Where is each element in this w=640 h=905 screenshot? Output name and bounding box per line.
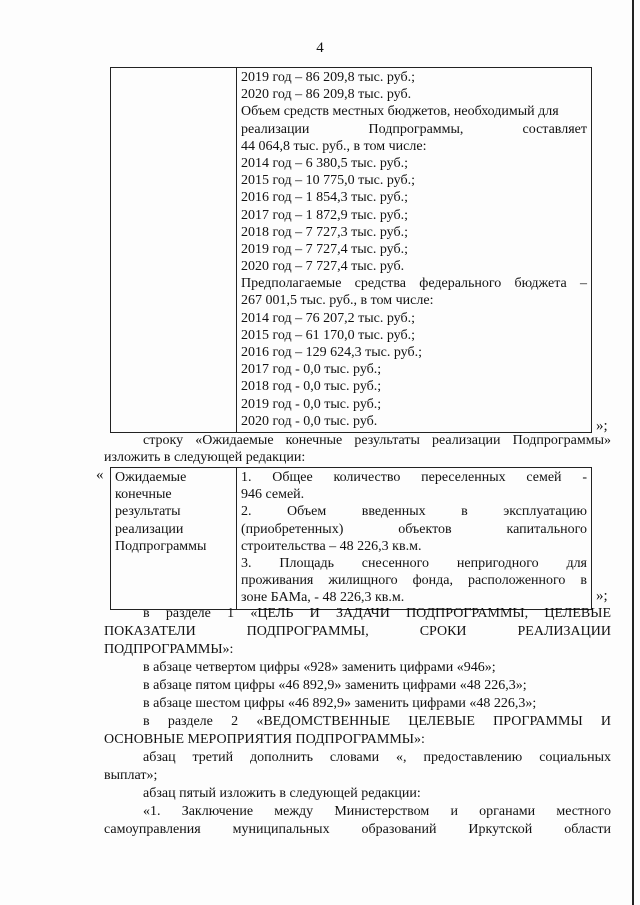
closing-quote-mark: »; <box>596 418 608 434</box>
funding-line: 2020 год – 86 209,8 тыс. руб. <box>241 87 412 103</box>
page-edge-line <box>632 0 634 905</box>
funding-line: 2017 год - 0,0 тыс. руб.; <box>241 362 382 378</box>
funding-value-cell <box>237 68 592 433</box>
body-line: абзац третий дополнить словами «, предоставлению социальных <box>143 750 611 765</box>
body-line: в абзаце пятом цифры «46 892,9» заменить цифрами «48 226,3»; <box>143 678 527 693</box>
body-line: выплат»; <box>104 768 158 783</box>
intro-line: изложить в следующей редакции: <box>104 450 306 465</box>
funding-table <box>110 67 592 433</box>
results-value-line: зоне БАМа, - 48 226,3 кв.м. <box>241 590 405 606</box>
funding-line: Предполагаемые средства федерального бюджета – <box>241 276 587 292</box>
funding-line: 2020 год - 0,0 тыс. руб. <box>241 413 378 429</box>
funding-line: реализации Подпрограммы, составляет <box>241 121 587 137</box>
funding-line: 44 064,8 тыс. руб., в том числе: <box>241 138 427 154</box>
funding-line: 2015 год – 10 775,0 тыс. руб.; <box>241 173 415 189</box>
funding-line: 2016 год – 129 624,3 тыс. руб.; <box>241 345 422 360</box>
results-label-line: Подпрограммы <box>115 538 207 554</box>
funding-line: 267 001,5 тыс. руб., в том числе: <box>241 293 434 309</box>
funding-line: 2014 год – 6 380,5 тыс. руб.; <box>241 155 408 171</box>
intro-line: строку «Ожидаемые конечные результаты реализации Подпрограммы» <box>143 433 611 448</box>
results-label-cell <box>111 468 237 610</box>
body-line: ОСНОВНЫЕ МЕРОПРИЯТИЯ ПОДПРОГРАММЫ»: <box>104 732 425 747</box>
body-line: ПОКАЗАТЕЛИ ПОДПРОГРАММЫ, СРОКИ РЕАЛИЗАЦИИ <box>104 624 611 639</box>
funding-line: Объем средств местных бюджетов, необходимый для <box>241 104 559 120</box>
results-label-line: результаты <box>115 504 181 520</box>
opening-quote-mark: « <box>96 467 104 483</box>
funding-line: 2018 год – 7 727,3 тыс. руб.; <box>241 224 408 240</box>
body-line: в разделе 2 «ВЕДОМСТВЕННЫЕ ЦЕЛЕВЫЕ ПРОГРАММЫ И <box>143 714 611 729</box>
funding-label-cell <box>111 68 237 433</box>
body-line: абзац пятый изложить в следующей редакции: <box>143 786 421 801</box>
results-value-line: проживания жилищного фонда, расположенного в <box>241 573 587 589</box>
results-value-line: 3. Площадь снесенного непригодного для <box>241 555 587 571</box>
results-label-line: конечные <box>115 487 172 503</box>
funding-line: 2015 год – 61 170,0 тыс. руб.; <box>241 327 415 343</box>
results-value-line: 1. Общее количество переселенных семей - <box>241 470 587 485</box>
body-line: в разделе 1 «ЦЕЛЬ И ЗАДАЧИ ПОДПРОГРАММЫ, ЦЕЛЕВЫЕ <box>143 606 611 621</box>
results-value-line: 946 семей. <box>241 487 305 503</box>
funding-line: 2019 год - 0,0 тыс. руб.; <box>241 396 382 412</box>
body-line: в абзаце четвертом цифры «928» заменить цифрами «946»; <box>143 660 496 675</box>
funding-line: 2019 год – 86 209,8 тыс. руб.; <box>241 70 415 85</box>
funding-line: 2017 год – 1 872,9 тыс. руб.; <box>241 207 408 223</box>
funding-line: 2018 год - 0,0 тыс. руб.; <box>241 379 382 395</box>
results-value-line: строительства – 48 226,3 кв.м. <box>241 538 422 554</box>
funding-line: 2019 год – 7 727,4 тыс. руб.; <box>241 241 408 257</box>
body-line: в абзаце шестом цифры «46 892,9» заменить цифрами «48 226,3»; <box>143 696 537 711</box>
results-value-line: (приобретенных) объектов капитального <box>241 521 587 537</box>
results-value-cell <box>237 468 592 610</box>
funding-line: 2020 год – 7 727,4 тыс. руб. <box>241 259 405 275</box>
body-line: ПОДПРОГРАММЫ»: <box>104 642 234 657</box>
funding-line: 2014 год – 76 207,2 тыс. руб.; <box>241 310 415 326</box>
closing-quote-mark: »; <box>596 588 608 604</box>
body-line: самоуправления муниципальных образований Иркутской области <box>104 822 611 837</box>
body-line: «1. Заключение между Министерством и органами местного <box>143 804 611 819</box>
results-label-line: Ожидаемые <box>115 470 187 485</box>
results-table <box>110 467 592 610</box>
results-label-line: реализации <box>115 521 184 537</box>
results-value-line: 2. Объем введенных в эксплуатацию <box>241 504 587 520</box>
page-number: 4 <box>316 40 324 56</box>
funding-line: 2016 год – 1 854,3 тыс. руб.; <box>241 190 408 206</box>
